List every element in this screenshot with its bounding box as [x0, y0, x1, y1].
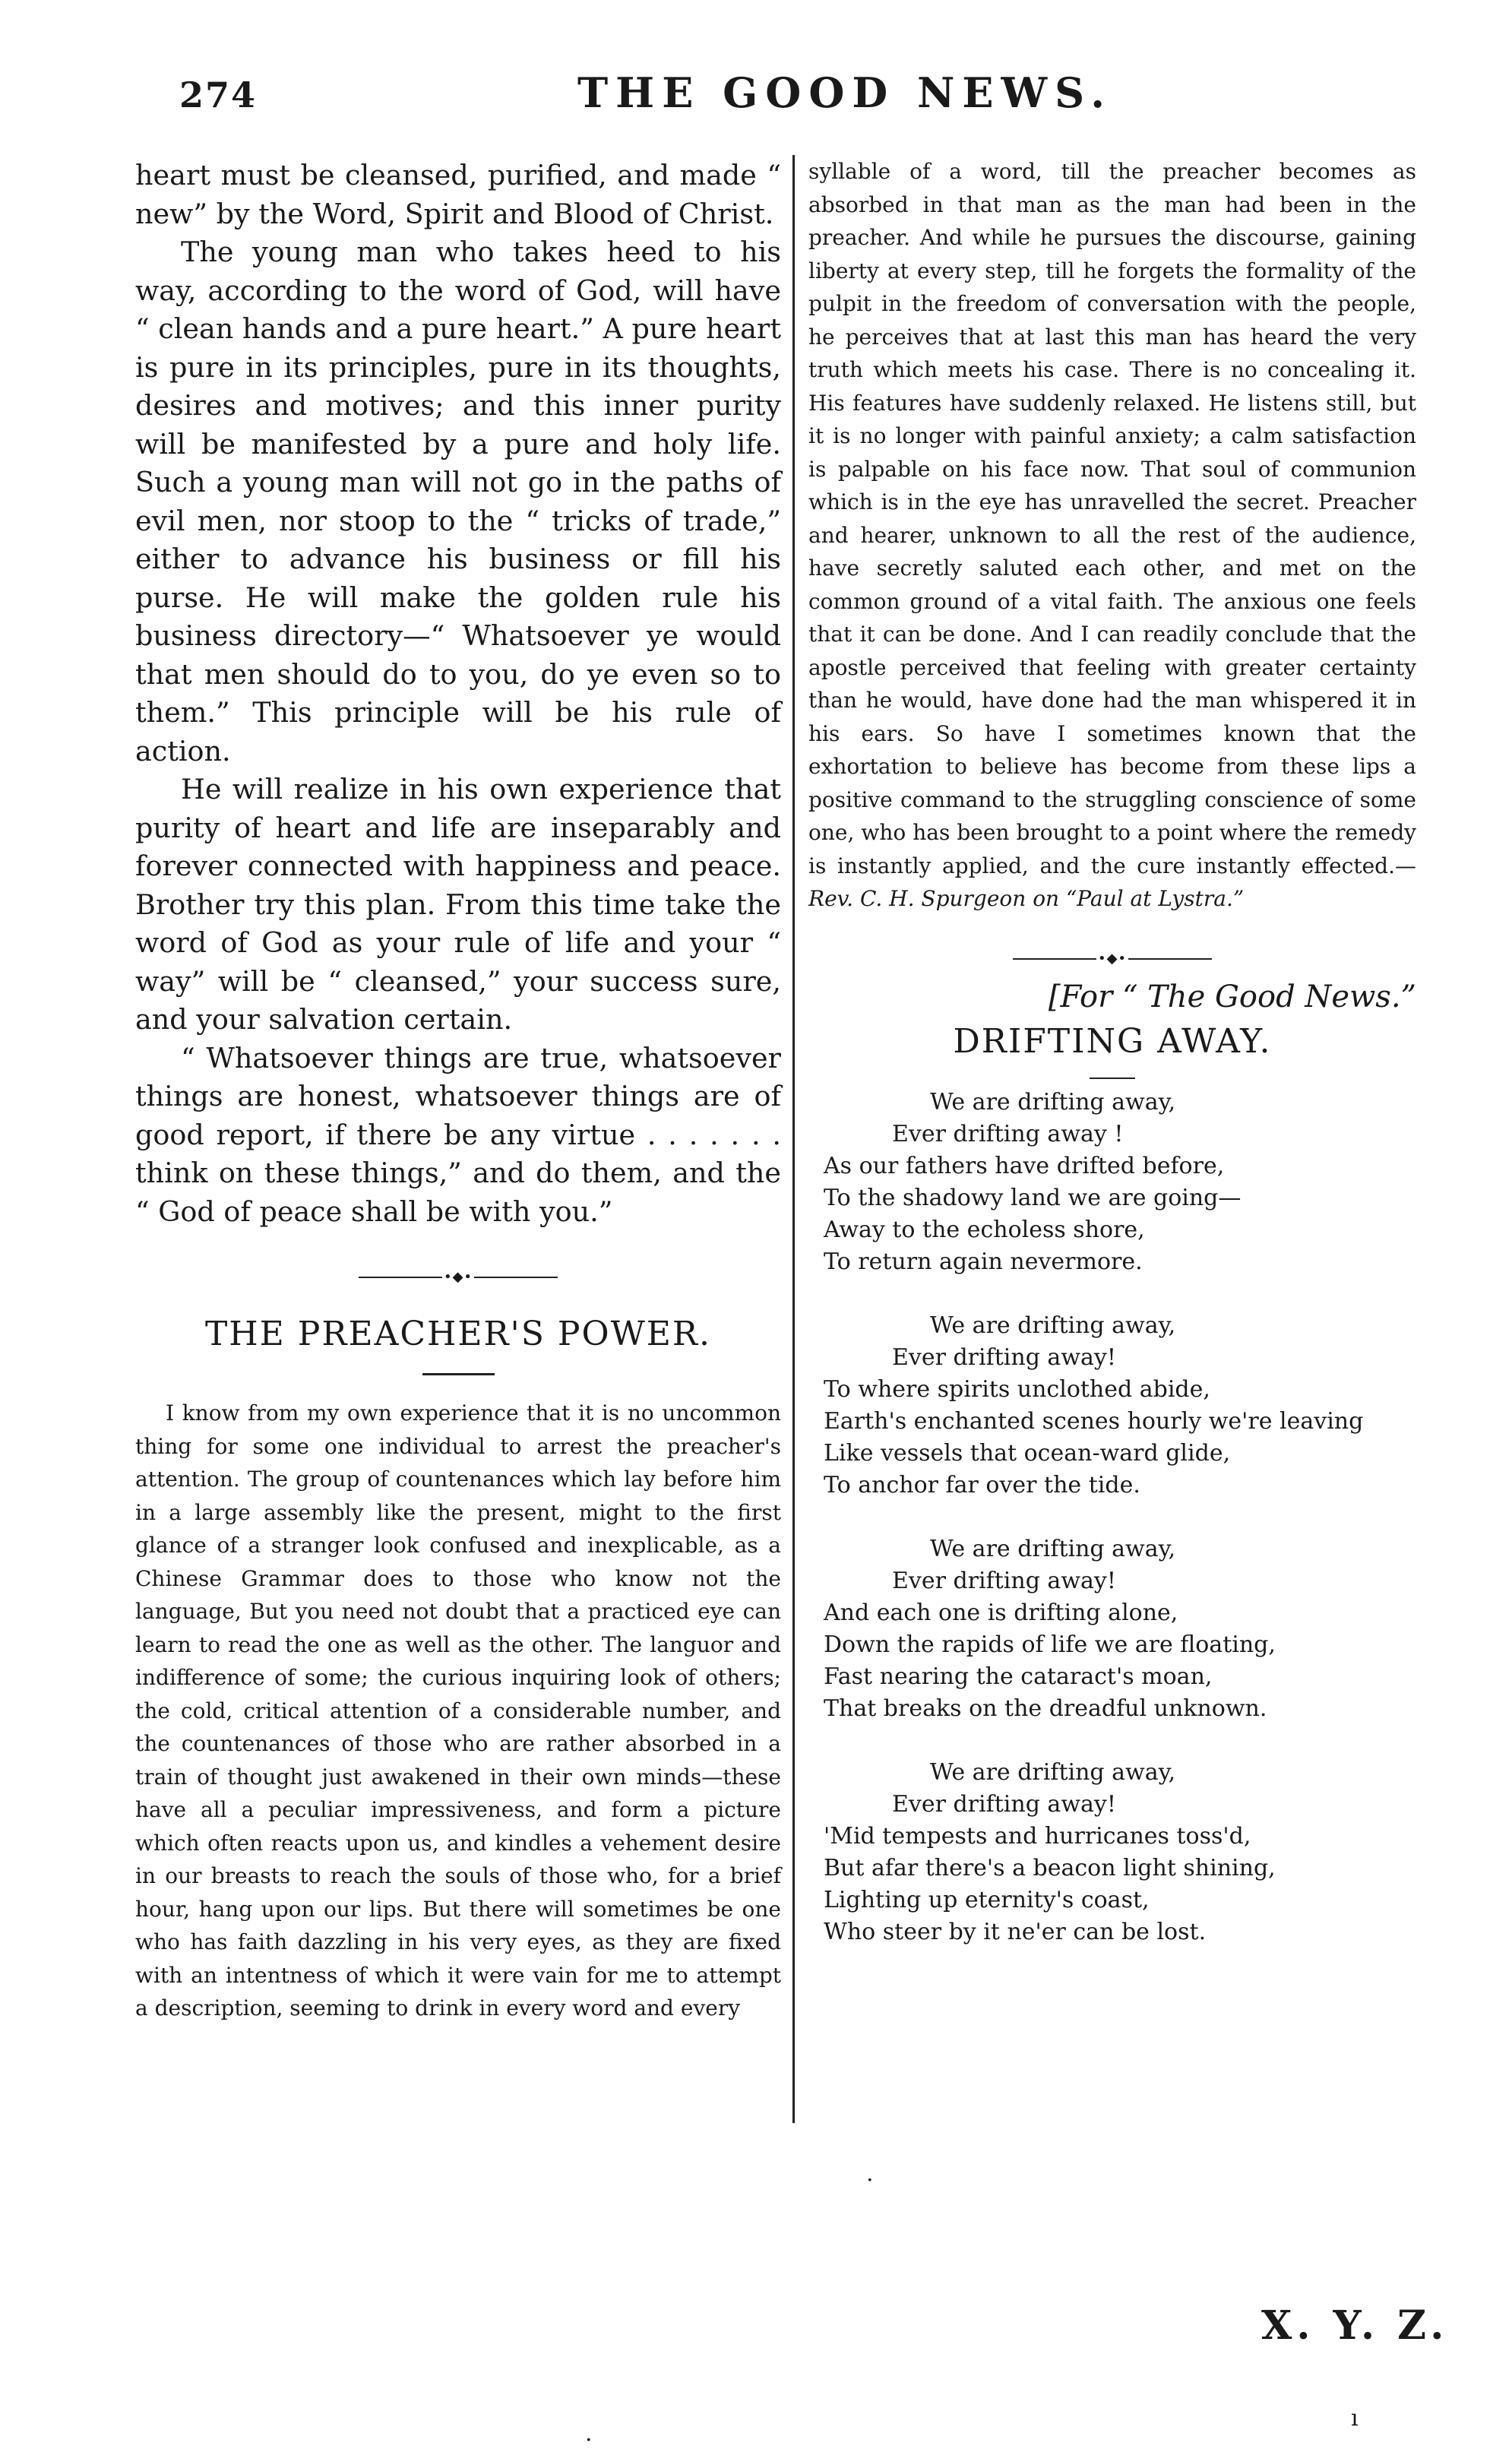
poem-line: Ever drifting away!	[892, 1343, 1116, 1371]
poem-line: Lighting up eternity's coast,	[824, 1886, 1150, 1913]
ornamental-divider: •◆•	[135, 1271, 781, 1284]
poem	[808, 1087, 1416, 1948]
poem-signature: X. Y. Z.	[1261, 2302, 1449, 2349]
poem-stanza	[808, 1757, 1416, 1948]
poem-line: Earth's enchanted scenes hourly we're leaving	[824, 1407, 1364, 1435]
poem-line: We are drifting away,	[930, 1758, 1176, 1786]
poem-line: Fast nearing the cataract's moan,	[824, 1663, 1213, 1690]
poem-line: Ever drifting away!	[892, 1790, 1116, 1818]
poem-title: DRIFTING AWAY.	[953, 1021, 1272, 1061]
paragraph: The young man who takes heed to his way, according to the word of God, will have “ clean hands and a pure heart.” A pure heart is pure in its principles, pure in its thoughts, desires and motives; and this inner purity will be manifested by a pure and holy life. Such a young man will not go in the paths of evil men, nor stoop to the “ tricks of trade,” either to advance his business or fill his purse. He will make the golden rule his business directory—“ Whatsoever ye would that men should do to you, do ye even so to them.” This principle will be his rule of action.	[135, 236, 781, 767]
quotation-paragraph: “ Whatsoever things are true, whatsoever things are honest, whatsoever things are of good report, if there be any virtue . . . . . . . think on these things,” and do them, and the “ God of peace shall be with you.”	[135, 1041, 781, 1228]
poem-line: To the shadowy land we are going—	[824, 1184, 1242, 1211]
title-rule	[422, 1373, 495, 1375]
poem-line: Ever drifting away !	[892, 1120, 1124, 1147]
poem-line: As our fathers have drifted before,	[824, 1152, 1225, 1179]
poem-stanza	[808, 1087, 1416, 1278]
poem-line: We are drifting away,	[930, 1312, 1176, 1339]
running-title: THE GOOD NEWS.	[577, 68, 1113, 117]
page-header	[0, 68, 1512, 129]
article-body-continued: syllable of a word, till the preacher becomes as absorbed in that man as the man had been in the preacher. And while he pursues the discourse, gaining liberty at every step, till he forgets the formality of the pulpit in the freedom of conversation with the people, he perceives that at last this man has heard the very truth which meets his case. There is no concealing it. His features have suddenly relaxed. He listens still, but it is no longer with painful anxiety; a calm satisfaction is palpable on his face now. That soul of communion which is in the eye has unravelled the secret. Preacher and hearer, unknown to all the rest of the audience, have secretly saluted each other, and met on the common ground of a vital faith. The anxious one feels that it can be done. And I can readily conclude that the apostle perceived that feeling with greater certainty than he would, have done had the man whispered it in his ears. So have I sometimes known that the exhortation to believe has become from these lips a positive command to the struggling conscience of some one, who has been brought to a point where the remedy is instantly applied, and the cure instantly effected.—Rev. C. H. Spurgeon on “Paul at Lystra.”	[808, 159, 1416, 911]
poem-stanza	[808, 1310, 1416, 1502]
poem-line: And each one is drifting alone,	[824, 1599, 1178, 1626]
poem-line: Who steer by it ne'er can be lost.	[824, 1918, 1207, 1945]
left-column	[135, 155, 781, 2025]
column-divider	[792, 155, 795, 2123]
poem-attribution: [For “ The Good News.”	[1048, 979, 1416, 1014]
section-title: THE PREACHER'S POWER.	[204, 1315, 712, 1353]
article-body: I know from my own experience that it is no uncommon thing for some one individual to arrest the preacher's attention. The group of countenances which lay before him in a large assembly like the present, might to the first glance of a stranger look confused and inexplicable, as a Chinese Grammar does to those who know not the language, But you need not doubt that a practiced eye can learn to read the one as well as the other. The languor and indifference of some; the curious inquiring look of others; the cold, critical attention of a considerable number, and the countenances of those who are rather absorbed in a train of thought just awakened in their own minds—these have all a peculiar impressiveness, and form a picture which often reacts upon us, and kindles a vehement desire in our breasts to reach the souls of those who, for a brief hour, hang upon our lips. But there will sometimes be one who has faith dazzling in his very eyes, as they are fixed with an intentness of which it were vain for me to attempt a description, seeming to drink in every word and every	[135, 1400, 781, 2021]
poem-line: That breaks on the dreadful unknown.	[824, 1695, 1267, 1722]
paragraph: He will realize in his own experience that purity of heart and life are inseparably and forever connected with happiness and peace. Brother try this plan. From this time take the word of God as your rule of life and your “ way” will be “ cleansed,” your success sure, and your salvation certain.	[135, 773, 781, 1036]
poem-line: 'Mid tempests and hurricanes toss'd,	[824, 1822, 1251, 1850]
poem-line: Away to the echoless shore,	[824, 1216, 1145, 1243]
poem-line: To return again nevermore.	[824, 1248, 1143, 1275]
poem-line: To anchor far over the tide.	[824, 1471, 1140, 1498]
poem-line: To where spirits unclothed abide,	[824, 1375, 1210, 1403]
article-credit: Rev. C. H. Spurgeon on “Paul at Lystra.”	[808, 886, 1245, 911]
title-rule	[1090, 1078, 1135, 1079]
poem-line: We are drifting away,	[930, 1088, 1176, 1115]
poem-line: We are drifting away,	[930, 1535, 1176, 1562]
print-speck: ı	[1351, 2405, 1359, 2432]
page-number: 274	[179, 74, 258, 116]
right-column	[808, 155, 1416, 1980]
poem-line: Like vessels that ocean-ward glide,	[824, 1439, 1231, 1467]
paragraph: heart must be cleansed, purified, and made “ new” by the Word, Spirit and Blood of Christ.	[135, 159, 781, 230]
print-speck: .	[585, 2420, 593, 2447]
poem-line: Ever drifting away!	[892, 1567, 1116, 1594]
poem-line: Down the rapids of life we are floating,	[824, 1631, 1276, 1658]
poem-line: But afar there's a beacon light shining,	[824, 1854, 1276, 1881]
print-speck: .	[866, 2160, 874, 2187]
ornamental-divider: •◆•	[808, 952, 1416, 966]
poem-stanza	[808, 1533, 1416, 1725]
